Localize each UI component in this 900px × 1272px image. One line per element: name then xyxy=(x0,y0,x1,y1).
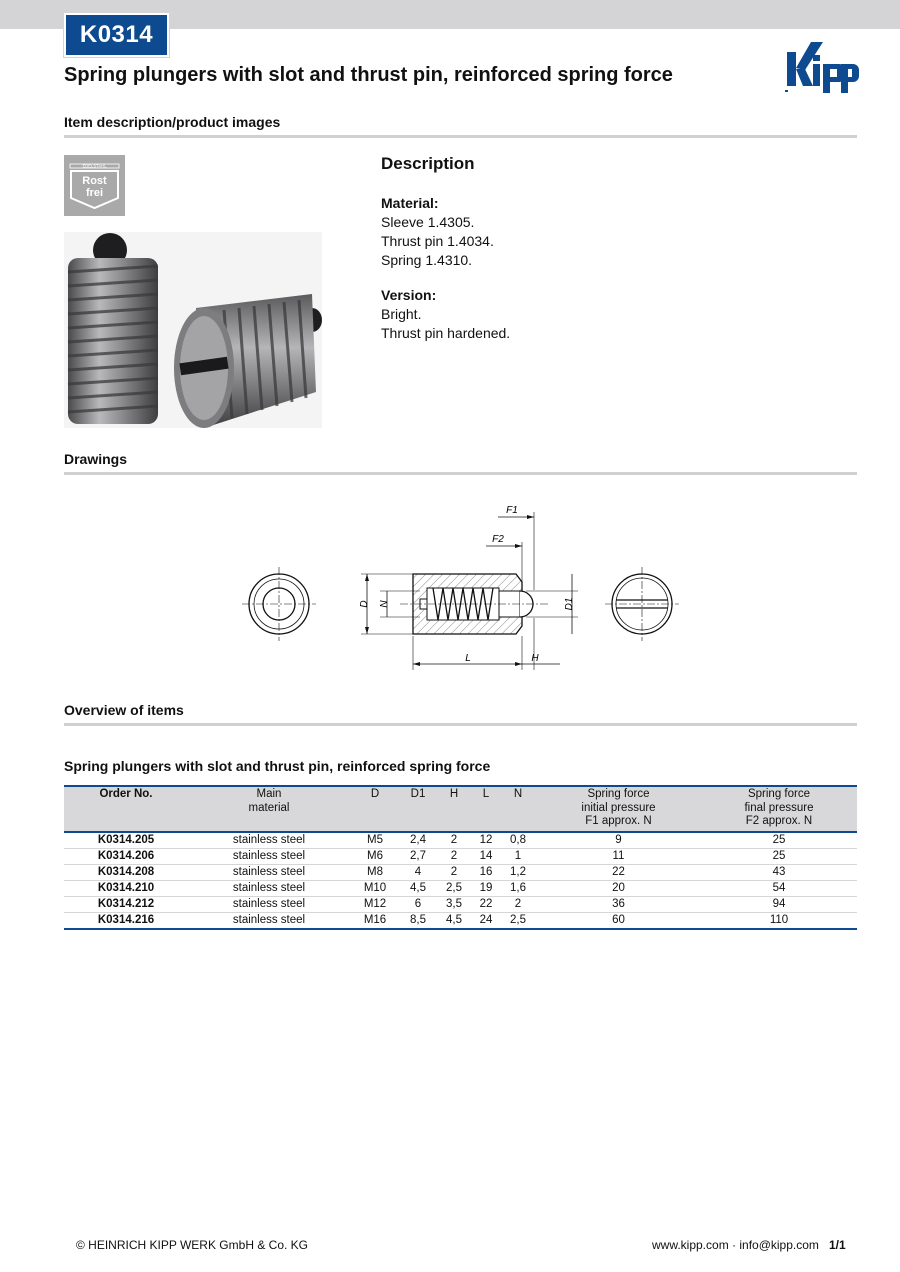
header-n: N xyxy=(500,786,536,832)
cell-order: K0314.208 xyxy=(64,864,188,880)
cell-f1: 60 xyxy=(536,912,701,929)
end-view-right xyxy=(605,567,679,641)
version-block xyxy=(381,286,510,343)
section-heading-drawings: Drawings xyxy=(64,451,128,467)
cell-l: 12 xyxy=(472,832,500,849)
cell-d1: 6 xyxy=(400,896,436,912)
header-h: H xyxy=(436,786,472,832)
dim-label-l: L xyxy=(465,653,471,664)
page-title: Spring plungers with slot and thrust pin, reinforced spring force xyxy=(64,64,673,86)
cell-material: stainless steel xyxy=(188,864,350,880)
dim-label-f1: F1 xyxy=(506,505,518,516)
table-row xyxy=(64,912,857,929)
cell-f1: 36 xyxy=(536,896,701,912)
cell-l: 24 xyxy=(472,912,500,929)
dim-label-d: D xyxy=(359,600,370,608)
table-row xyxy=(64,848,857,864)
footer-copyright: © HEINRICH KIPP WERK GmbH & Co. KG xyxy=(76,1238,308,1252)
version-label: Version: xyxy=(381,287,437,303)
dim-label-n: N xyxy=(379,600,390,608)
cell-material: stainless steel xyxy=(188,848,350,864)
dim-label-d1: D1 xyxy=(564,597,575,611)
section-heading-images: Item description/product images xyxy=(64,114,281,130)
header-d1: D1 xyxy=(400,786,436,832)
dim-label-h: H xyxy=(531,653,539,664)
cell-n: 0,8 xyxy=(500,832,536,849)
header-f1: Spring force initial pressure F1 approx. N xyxy=(536,786,701,832)
table-header-row xyxy=(64,786,857,832)
cell-h: 2,5 xyxy=(436,880,472,896)
cell-d1: 4,5 xyxy=(400,880,436,896)
table-row xyxy=(64,880,857,896)
version-line: Bright. xyxy=(381,306,422,322)
cell-d: M6 xyxy=(350,848,400,864)
cell-d: M16 xyxy=(350,912,400,929)
header-l: L xyxy=(472,786,500,832)
cell-material: stainless steel xyxy=(188,832,350,849)
cell-f2: 54 xyxy=(701,880,857,896)
version-line: Thrust pin hardened. xyxy=(381,325,511,341)
footer-contact-link[interactable]: www.kipp.com · info@kipp.com xyxy=(652,1238,819,1252)
cell-d1: 4 xyxy=(400,864,436,880)
badge-line-1: Rost xyxy=(82,175,107,187)
cell-f2: 43 xyxy=(701,864,857,880)
cell-h: 4,5 xyxy=(436,912,472,929)
material-line: Thrust pin 1.4034. xyxy=(381,233,494,249)
material-line: Spring 1.4310. xyxy=(381,252,473,268)
cell-d: M12 xyxy=(350,896,400,912)
cell-order: K0314.206 xyxy=(64,848,188,864)
cell-f1: 22 xyxy=(536,864,701,880)
kipp-logo xyxy=(783,38,859,94)
cell-h: 2 xyxy=(436,832,472,849)
cell-d1: 8,5 xyxy=(400,912,436,929)
cell-f1: 20 xyxy=(536,880,701,896)
dim-label-f2: F2 xyxy=(492,534,504,545)
section-heading-overview: Overview of items xyxy=(64,702,184,718)
cell-n: 2,5 xyxy=(500,912,536,929)
cell-n: 1,6 xyxy=(500,880,536,896)
cell-l: 16 xyxy=(472,864,500,880)
cell-material: stainless steel xyxy=(188,912,350,929)
material-block xyxy=(381,194,494,270)
header-f2: Spring force final pressure F2 approx. N xyxy=(701,786,857,832)
cell-f2: 94 xyxy=(701,896,857,912)
technical-drawing xyxy=(230,498,690,674)
cell-n: 1 xyxy=(500,848,536,864)
cell-f1: 9 xyxy=(536,832,701,849)
footer-page-number: 1/1 xyxy=(829,1238,846,1252)
table-title: Spring plungers with slot and thrust pin, reinforced spring force xyxy=(64,758,491,774)
badge-top-text: EDELSTAHL xyxy=(82,163,107,169)
section-divider xyxy=(64,723,857,726)
cell-l: 19 xyxy=(472,880,500,896)
cell-h: 2 xyxy=(436,864,472,880)
cell-f1: 11 xyxy=(536,848,701,864)
badge-line-2: frei xyxy=(85,187,104,199)
items-table xyxy=(64,785,857,930)
table-row xyxy=(64,864,857,880)
rostfrei-badge xyxy=(64,155,125,216)
cell-d: M8 xyxy=(350,864,400,880)
cell-l: 14 xyxy=(472,848,500,864)
cell-material: stainless steel xyxy=(188,880,350,896)
cell-order: K0314.205 xyxy=(64,832,188,849)
cell-d1: 2,4 xyxy=(400,832,436,849)
material-label: Material: xyxy=(381,195,439,211)
cell-order: K0314.216 xyxy=(64,912,188,929)
end-view-left xyxy=(242,567,316,641)
material-line: Sleeve 1.4305. xyxy=(381,214,475,230)
cell-order: K0314.212 xyxy=(64,896,188,912)
plunger-upright xyxy=(68,233,158,424)
cell-f2: 110 xyxy=(701,912,857,929)
cell-l: 22 xyxy=(472,896,500,912)
cell-d: M5 xyxy=(350,832,400,849)
cell-n: 1,2 xyxy=(500,864,536,880)
cell-order: K0314.210 xyxy=(64,880,188,896)
cell-n: 2 xyxy=(500,896,536,912)
section-divider xyxy=(64,135,857,138)
cell-h: 3,5 xyxy=(436,896,472,912)
cell-h: 2 xyxy=(436,848,472,864)
cell-f2: 25 xyxy=(701,832,857,849)
cell-d: M10 xyxy=(350,880,400,896)
table-row xyxy=(64,896,857,912)
description-title: Description xyxy=(381,154,475,173)
product-photo xyxy=(64,232,322,428)
header-material: Main material xyxy=(188,786,350,832)
header-d: D xyxy=(350,786,400,832)
cell-f2: 25 xyxy=(701,848,857,864)
section-view xyxy=(359,505,578,670)
cell-d1: 2,7 xyxy=(400,848,436,864)
item-code-badge: K0314 xyxy=(64,13,169,57)
cell-material: stainless steel xyxy=(188,896,350,912)
header-order: Order No. xyxy=(64,786,188,832)
table-row xyxy=(64,832,857,849)
section-divider xyxy=(64,472,857,475)
